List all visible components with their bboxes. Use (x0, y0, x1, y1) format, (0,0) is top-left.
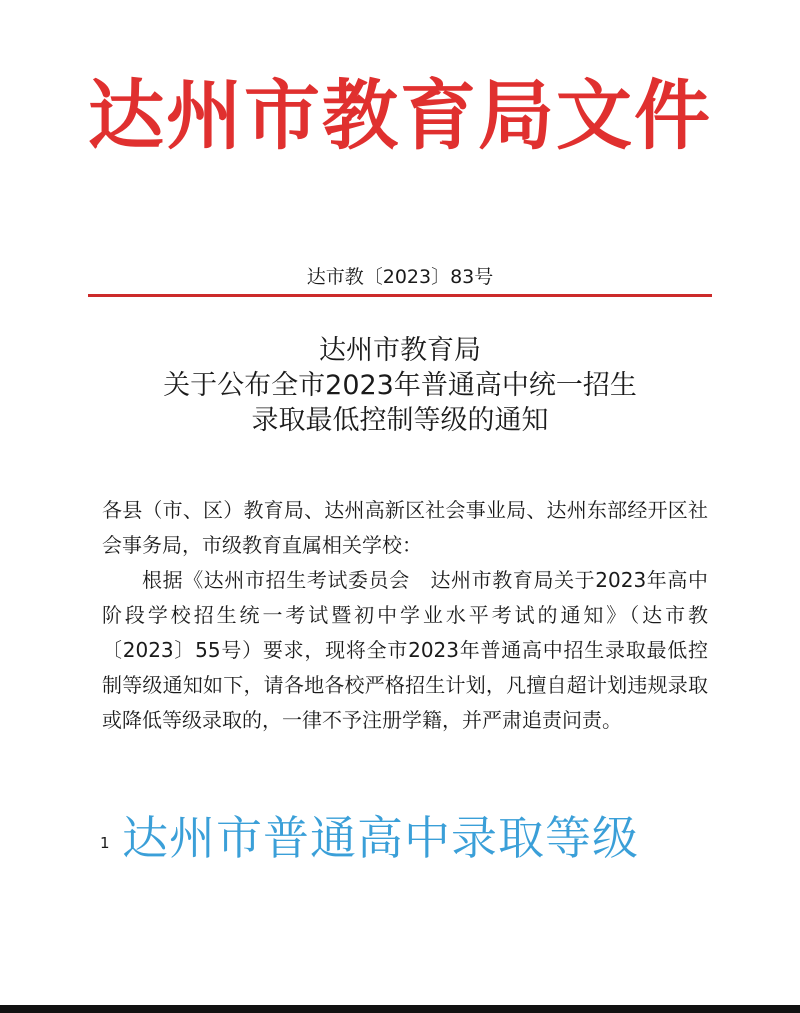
section-heading (100, 802, 639, 868)
document-number: 达市教〔2023〕83号 (306, 266, 494, 288)
document-header-title: 达州市教育局文件 (88, 71, 712, 160)
header-red-rule (88, 294, 712, 297)
bottom-edge-bar (0, 1005, 800, 1013)
section-heading-text: 达州市普通高中录取等级 (122, 811, 639, 865)
notice-title-line-1: 达州市教育局 (319, 335, 481, 366)
salutation: 各县（市、区）教育局、达州高新区社会事业局、达州东部经开区社会事务局，市级教育直属相关学校： (102, 498, 708, 557)
section-number: 1 (100, 834, 110, 852)
notice-title-line-2: 关于公布全市2023年普通高中统一招生 (163, 370, 637, 401)
notice-title (0, 333, 800, 438)
body-paragraph: 根据《达州市招生考试委员会 达州市教育局关于2023年高中阶段学校招生统一考试暨初中学业水平考试的通知》（达市教〔2023〕55号）要求，现将全市2023年普通高中招生录取最低控制等级通知如下，请各地各校严格招生计划，凡擅自超计划违规录取或降低等级录取的，一律不予注册学籍，并严肃追责问责。 (102, 568, 708, 732)
notice-body (102, 493, 708, 738)
notice-title-line-3: 录取最低控制等级的通知 (251, 405, 549, 436)
